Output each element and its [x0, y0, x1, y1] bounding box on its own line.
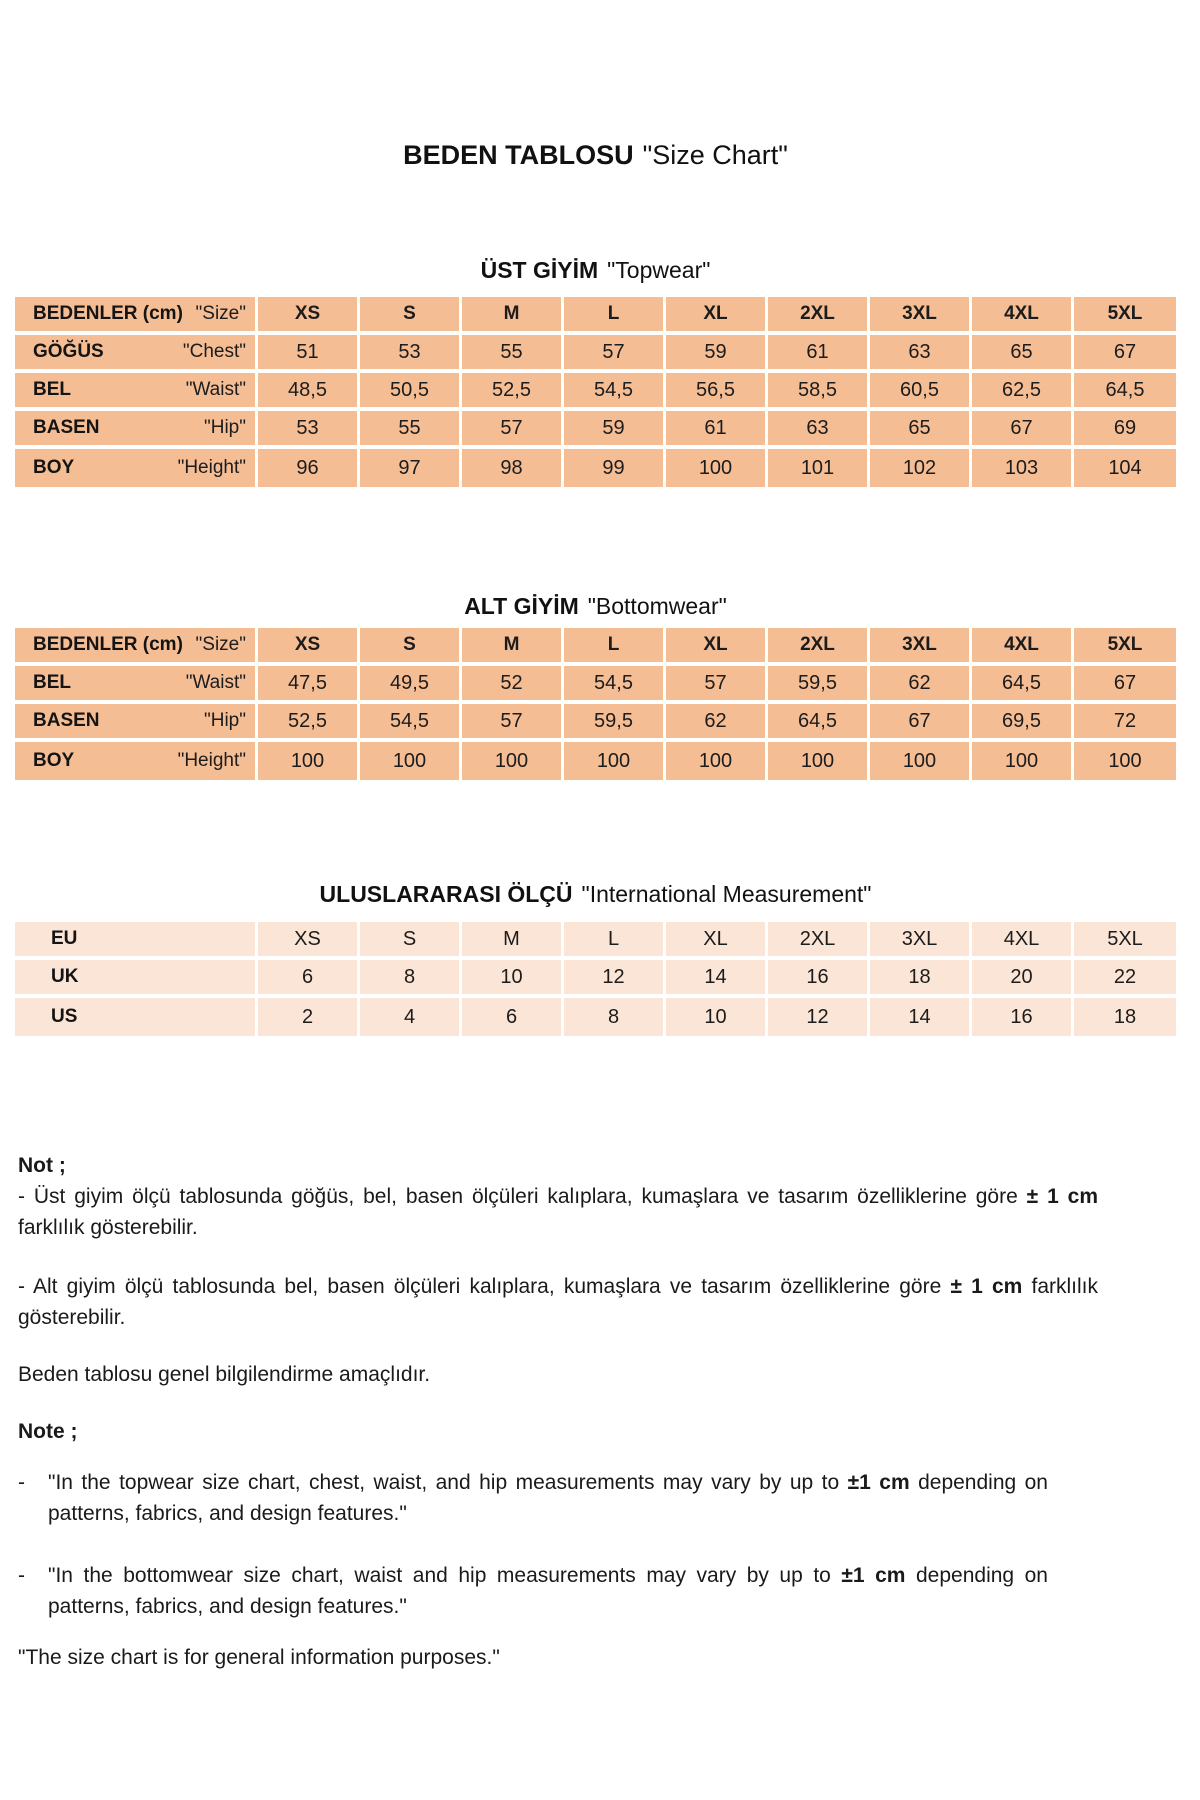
note-text: depending on patterns, fabrics, and design features.": [48, 1471, 1048, 1525]
row-label-english: "Hip": [204, 710, 246, 731]
row-label-wrap: [15, 672, 255, 694]
value-cell: 61: [666, 411, 768, 449]
value-cell: 67: [870, 704, 972, 742]
value-cell: 52,5: [258, 704, 360, 742]
value-cell: 57: [666, 666, 768, 704]
row-label-turkish: BEL: [33, 379, 71, 400]
value-cell: 64,5: [972, 666, 1074, 704]
value-cell: 16: [768, 960, 870, 998]
row-label-wrap: [15, 457, 255, 479]
value-cell: 22: [1074, 960, 1176, 998]
row-label-wrap: [15, 1006, 255, 1028]
size-header-cell: XS: [258, 297, 360, 335]
value-cell: 49,5: [360, 666, 462, 704]
size-header-cell: XL: [666, 628, 768, 666]
value-cell: 100: [666, 449, 768, 487]
bottomwear-grid: [15, 628, 1176, 780]
value-cell: 54,5: [564, 666, 666, 704]
bottomwear-title-english: "Bottomwear": [587, 593, 727, 619]
value-cell: 67: [972, 411, 1074, 449]
size-header-cell: 5XL: [1074, 297, 1176, 335]
value-cell: 62,5: [972, 373, 1074, 411]
row-label-english: "Hip": [204, 417, 246, 438]
bullet-text: [48, 1467, 1048, 1529]
bottomwear-table: [15, 628, 1176, 780]
value-cell: 102: [870, 449, 972, 487]
value-cell: 98: [462, 449, 564, 487]
value-cell: 10: [666, 998, 768, 1036]
international-title-turkish: ULUSLARARASI ÖLÇÜ: [319, 881, 573, 907]
row-label-turkish: GÖĞÜS: [33, 341, 104, 362]
english-topwear-note: [18, 1467, 1184, 1529]
value-cell: 6: [258, 960, 360, 998]
size-header-cell: 3XL: [870, 628, 972, 666]
value-cell: 57: [564, 335, 666, 373]
value-cell: 100: [972, 742, 1074, 780]
value-cell: 52,5: [462, 373, 564, 411]
row-label-cell: [15, 666, 258, 704]
value-cell: 14: [666, 960, 768, 998]
english-note-heading: Note ;: [18, 1420, 78, 1443]
row-label-english: "Waist": [185, 379, 246, 400]
size-header-cell: XS: [258, 628, 360, 666]
row-label-english: "Waist": [185, 672, 246, 693]
row-label-english: "Size": [195, 634, 246, 655]
page-title: [15, 138, 1176, 172]
value-cell: 57: [462, 411, 564, 449]
row-label-cell: [15, 411, 258, 449]
value-cell: M: [462, 922, 564, 960]
value-cell: 99: [564, 449, 666, 487]
value-cell: 16: [972, 998, 1074, 1036]
value-cell: 103: [972, 449, 1074, 487]
value-cell: 63: [768, 411, 870, 449]
table-row: [15, 960, 1176, 998]
size-header-cell: 5XL: [1074, 628, 1176, 666]
value-cell: 67: [1074, 335, 1176, 373]
row-label-cell: [15, 373, 258, 411]
value-cell: 52: [462, 666, 564, 704]
row-label-turkish: BEL: [33, 672, 71, 693]
value-cell: 64,5: [1074, 373, 1176, 411]
value-cell: 62: [666, 704, 768, 742]
page-title-turkish: BEDEN TABLOSU: [403, 140, 634, 170]
value-cell: 57: [462, 704, 564, 742]
note-tolerance-bold: ±1 cm: [841, 1564, 906, 1587]
value-cell: 100: [462, 742, 564, 780]
topwear-section-title: [15, 256, 1176, 285]
value-cell: 8: [360, 960, 462, 998]
value-cell: 56,5: [666, 373, 768, 411]
value-cell: 72: [1074, 704, 1176, 742]
row-label-turkish: BEDENLER (cm): [33, 303, 183, 324]
value-cell: 61: [768, 335, 870, 373]
table-row: [15, 922, 1176, 960]
value-cell: 62: [870, 666, 972, 704]
size-header-cell: M: [462, 297, 564, 335]
value-cell: 69,5: [972, 704, 1074, 742]
size-header-cell: 3XL: [870, 297, 972, 335]
row-label-wrap: [15, 379, 255, 401]
row-label-english: "Size": [195, 303, 246, 324]
size-header-cell: L: [564, 628, 666, 666]
value-cell: 14: [870, 998, 972, 1036]
table-row: [15, 742, 1176, 780]
value-cell: 96: [258, 449, 360, 487]
row-label-wrap: [15, 928, 255, 950]
row-label-wrap: [15, 750, 255, 772]
value-cell: 2: [258, 998, 360, 1036]
international-title-english: "International Measurement": [581, 881, 872, 907]
bottomwear-title-turkish: ALT GİYİM: [464, 593, 579, 619]
note-text: "In the topwear size chart, chest, waist, and hip measurements may vary by up to: [48, 1471, 848, 1494]
bottomwear-section-title: [15, 592, 1176, 621]
value-cell: 10: [462, 960, 564, 998]
international-grid: [15, 922, 1176, 1036]
value-cell: XS: [258, 922, 360, 960]
value-cell: 59,5: [768, 666, 870, 704]
size-header-cell: 2XL: [768, 297, 870, 335]
table-row: [15, 335, 1176, 373]
notes-section: [18, 1150, 1184, 1673]
value-cell: 54,5: [564, 373, 666, 411]
value-cell: 18: [1074, 998, 1176, 1036]
value-cell: 4: [360, 998, 462, 1036]
row-label-cell: [15, 335, 258, 373]
size-header-cell: XL: [666, 297, 768, 335]
value-cell: 59: [564, 411, 666, 449]
value-cell: 53: [258, 411, 360, 449]
value-cell: 50,5: [360, 373, 462, 411]
value-cell: 100: [1074, 742, 1176, 780]
row-label-cell: [15, 297, 258, 335]
note-tolerance-bold: ±1 cm: [847, 1471, 910, 1494]
row-label-wrap: [15, 634, 255, 656]
value-cell: 54,5: [360, 704, 462, 742]
note-text: - Alt giyim ölçü tablosunda bel, basen ölçüleri kalıplara, kumaşlara ve tasarım özelliklerine göre: [18, 1275, 951, 1298]
note-text: farklılık gösterebilir.: [18, 1275, 1098, 1329]
note-text: depending on patterns, fabrics, and design features.": [48, 1564, 1048, 1618]
value-cell: 100: [258, 742, 360, 780]
size-header-cell: M: [462, 628, 564, 666]
value-cell: 12: [564, 960, 666, 998]
value-cell: 20: [972, 960, 1074, 998]
value-cell: 48,5: [258, 373, 360, 411]
value-cell: 69: [1074, 411, 1176, 449]
value-cell: 55: [462, 335, 564, 373]
row-label-wrap: [15, 417, 255, 439]
topwear-grid: [15, 297, 1176, 487]
row-label-cell: [15, 742, 258, 780]
size-header-cell: S: [360, 628, 462, 666]
note-text: "In the bottomwear size chart, waist and hip measurements may vary by up to: [48, 1564, 842, 1587]
value-cell: 51: [258, 335, 360, 373]
size-header-cell: L: [564, 297, 666, 335]
english-general-note: "The size chart is for general information purposes.": [18, 1646, 500, 1669]
row-label-wrap: [15, 966, 255, 988]
table-row: [15, 998, 1176, 1036]
value-cell: 6: [462, 998, 564, 1036]
row-label-wrap: [15, 341, 255, 363]
row-label-turkish: BASEN: [33, 710, 100, 731]
table-row: [15, 666, 1176, 704]
turkish-topwear-note: [18, 1181, 1098, 1243]
row-label-turkish: UK: [51, 966, 79, 987]
table-row: [15, 704, 1176, 742]
value-cell: 60,5: [870, 373, 972, 411]
row-label-english: "Chest": [182, 341, 246, 362]
value-cell: 59,5: [564, 704, 666, 742]
value-cell: 53: [360, 335, 462, 373]
value-cell: 65: [972, 335, 1074, 373]
value-cell: 64,5: [768, 704, 870, 742]
value-cell: 101: [768, 449, 870, 487]
value-cell: 58,5: [768, 373, 870, 411]
row-label-turkish: BASEN: [33, 417, 100, 438]
row-label-cell: [15, 922, 258, 960]
row-label-turkish: US: [51, 1006, 78, 1027]
topwear-table: [15, 297, 1176, 487]
row-label-english: "Height": [177, 750, 246, 771]
note-tolerance-bold: ± 1 cm: [1026, 1185, 1098, 1208]
value-cell: 18: [870, 960, 972, 998]
value-cell: 2XL: [768, 922, 870, 960]
value-cell: 100: [768, 742, 870, 780]
value-cell: 4XL: [972, 922, 1074, 960]
value-cell: 100: [870, 742, 972, 780]
row-label-cell: [15, 998, 258, 1036]
row-label-turkish: BOY: [33, 750, 75, 771]
international-section-title: [15, 880, 1176, 909]
size-header-cell: S: [360, 297, 462, 335]
turkish-bottomwear-note: [18, 1271, 1098, 1333]
value-cell: 65: [870, 411, 972, 449]
row-label-cell: [15, 960, 258, 998]
turkish-note-heading: Not ;: [18, 1154, 66, 1177]
value-cell: 97: [360, 449, 462, 487]
row-label-cell: [15, 704, 258, 742]
value-cell: 63: [870, 335, 972, 373]
size-header-cell: 4XL: [972, 297, 1074, 335]
note-text: - Üst giyim ölçü tablosunda göğüs, bel, basen ölçüleri kalıplara, kumaşlara ve tasarım özelliklerine göre: [18, 1185, 1027, 1208]
value-cell: 59: [666, 335, 768, 373]
english-bottomwear-note: [18, 1560, 1184, 1622]
value-cell: L: [564, 922, 666, 960]
value-cell: 5XL: [1074, 922, 1176, 960]
page-title-english: "Size Chart": [642, 140, 788, 170]
note-tolerance-bold: ± 1 cm: [950, 1275, 1023, 1298]
value-cell: 55: [360, 411, 462, 449]
topwear-title-english: "Topwear": [607, 257, 711, 283]
table-row: [15, 411, 1176, 449]
note-text: farklılık gösterebilir.: [18, 1216, 198, 1239]
row-label-wrap: [15, 710, 255, 732]
row-label-wrap: [15, 303, 255, 325]
value-cell: 67: [1074, 666, 1176, 704]
value-cell: 12: [768, 998, 870, 1036]
bullet-dash: -: [18, 1564, 25, 1587]
value-cell: 3XL: [870, 922, 972, 960]
table-row: [15, 449, 1176, 487]
bullet-text: [48, 1560, 1048, 1622]
row-label-turkish: BEDENLER (cm): [33, 634, 183, 655]
international-table: [15, 922, 1176, 1036]
size-header-cell: 2XL: [768, 628, 870, 666]
value-cell: XL: [666, 922, 768, 960]
value-cell: 104: [1074, 449, 1176, 487]
value-cell: S: [360, 922, 462, 960]
value-cell: 100: [360, 742, 462, 780]
table-row: [15, 628, 1176, 666]
value-cell: 47,5: [258, 666, 360, 704]
size-header-cell: 4XL: [972, 628, 1074, 666]
topwear-title-turkish: ÜST GİYİM: [480, 257, 599, 283]
row-label-cell: [15, 628, 258, 666]
table-row: [15, 373, 1176, 411]
table-row: [15, 297, 1176, 335]
row-label-cell: [15, 449, 258, 487]
row-label-english: "Height": [177, 457, 246, 478]
row-label-turkish: BOY: [33, 457, 75, 478]
bullet-dash: -: [18, 1471, 25, 1494]
value-cell: 100: [666, 742, 768, 780]
value-cell: 8: [564, 998, 666, 1036]
turkish-general-note: Beden tablosu genel bilgilendirme amaçlıdır.: [18, 1363, 431, 1386]
value-cell: 100: [564, 742, 666, 780]
row-label-turkish: EU: [51, 928, 78, 949]
